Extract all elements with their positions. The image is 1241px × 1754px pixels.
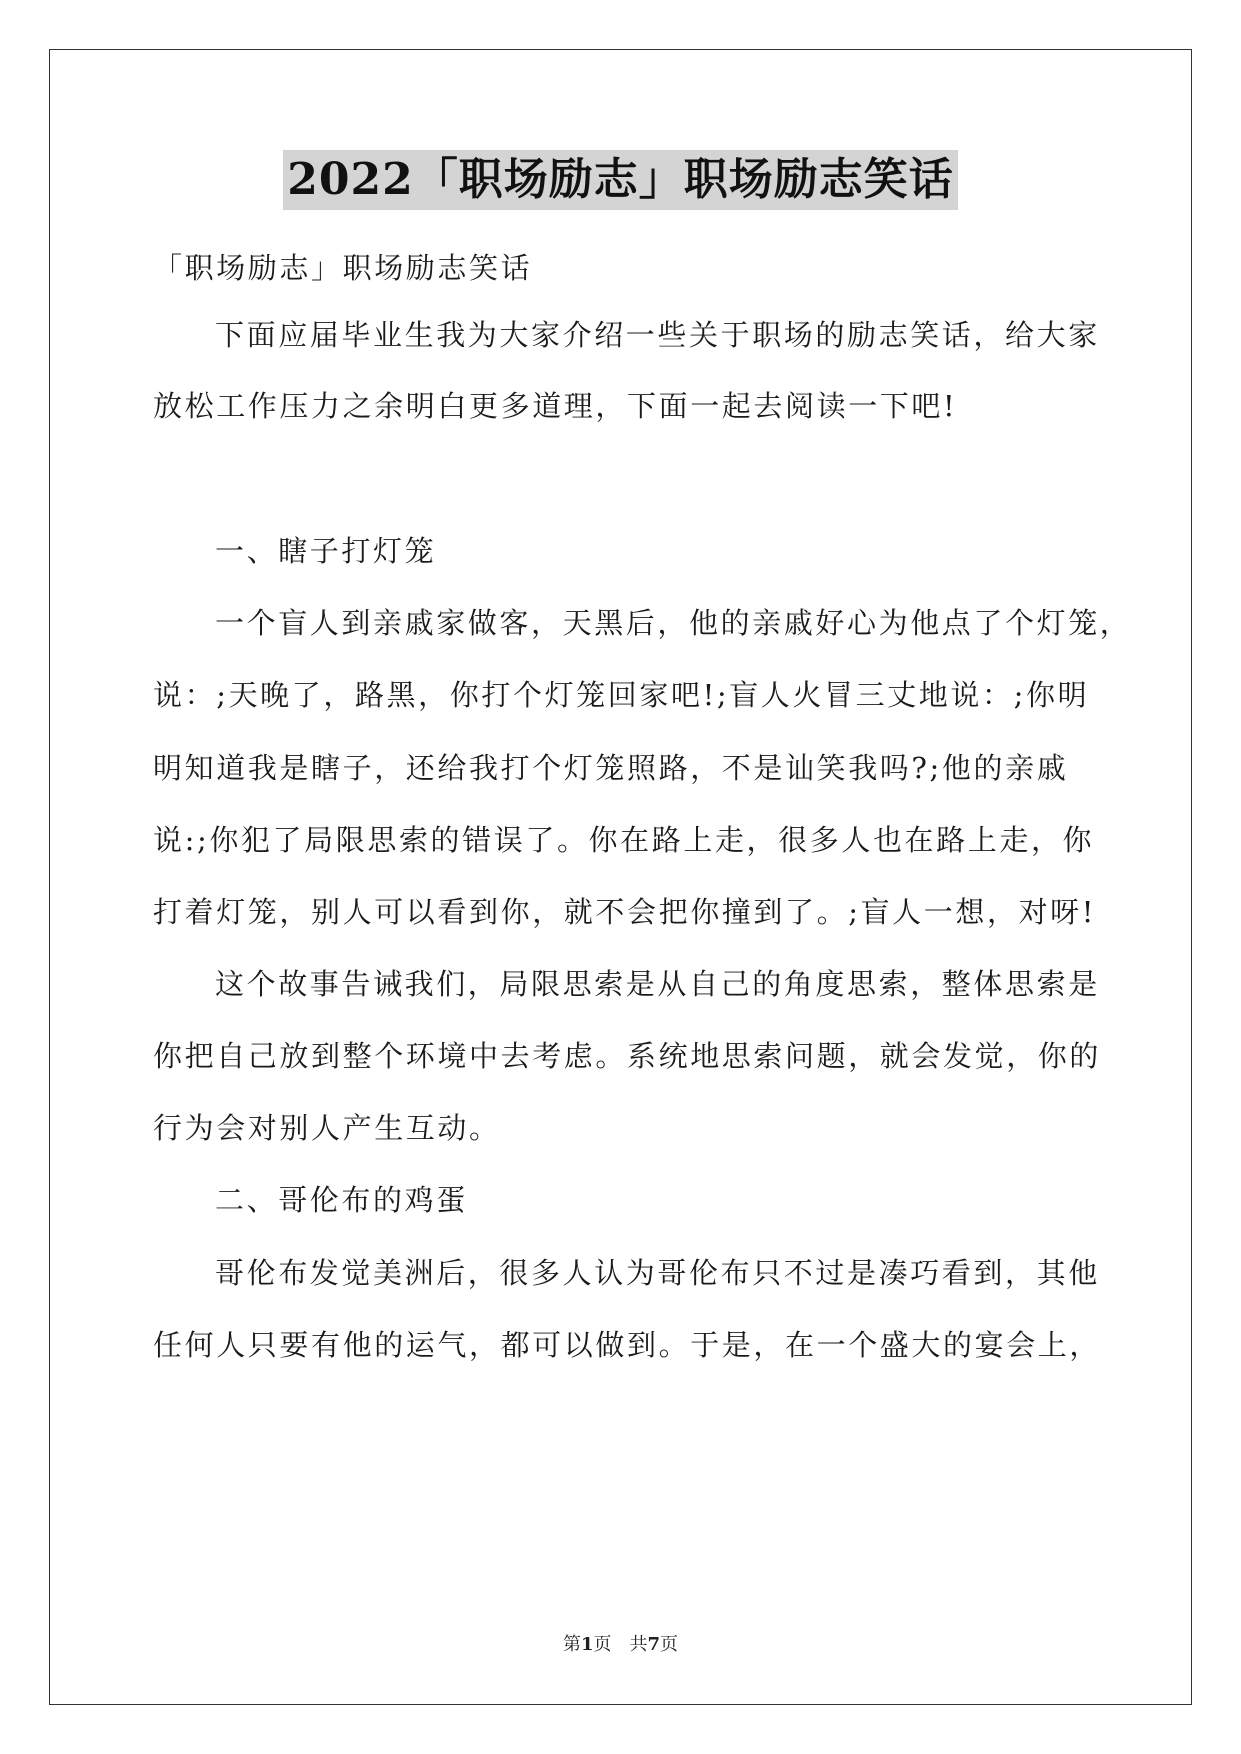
section-1-heading: 一、瞎子打灯笼 <box>215 534 437 568</box>
title-container <box>0 150 1241 210</box>
page-footer <box>0 1630 1241 1656</box>
section-1-line-1: 一个盲人到亲戚家做客，天黑后，他的亲戚好心为他点了个灯笼， <box>215 606 1132 640</box>
section-2-line-1: 哥伦布发觉美洲后，很多人认为哥伦布只不过是凑巧看到，其他 <box>215 1256 1100 1290</box>
section-1-line-4: 说:;你犯了局限思索的错误了。你在路上走，很多人也在路上走，你 <box>153 823 1095 857</box>
page-label-mid: 页 共 <box>593 1634 648 1655</box>
page-number: 1 <box>580 1634 594 1655</box>
section-1-line-5: 打着灯笼，别人可以看到你，就不会把你撞到了。;盲人一想，对呀! <box>153 895 1097 929</box>
document-title: 2022「职场励志」职场励志笑话 <box>283 150 957 210</box>
section-1-moral-line-2: 你把自己放到整个环境中去考虑。系统地思索问题，就会发觉，你的 <box>153 1039 1102 1073</box>
section-1-moral-line-3: 行为会对别人产生互动。 <box>153 1111 501 1145</box>
section-1-line-3: 明知道我是瞎子，还给我打个灯笼照路，不是讪笑我吗?;他的亲戚 <box>153 751 1069 785</box>
intro-line-2: 放松工作压力之余明白更多道理，下面一起去阅读一下吧! <box>153 389 958 423</box>
intro-line-1: 下面应届毕业生我为大家介绍一些关于职场的励志笑话，给大家 <box>215 318 1100 352</box>
document-subtitle: 「职场励志」职场励志笑话 <box>153 251 533 285</box>
page-label-prefix: 第 <box>562 1634 581 1655</box>
page-total: 7 <box>647 1634 661 1655</box>
section-2-line-2: 任何人只要有他的运气，都可以做到。于是，在一个盛大的宴会上， <box>153 1328 1102 1362</box>
section-1-line-2: 说：;天晚了，路黑，你打个灯笼回家吧!;盲人火冒三丈地说：;你明 <box>153 678 1090 712</box>
page-label-suffix: 页 <box>660 1634 679 1655</box>
page-border <box>49 49 1192 1705</box>
section-2-heading: 二、哥伦布的鸡蛋 <box>215 1183 468 1217</box>
section-1-moral-line-1: 这个故事告诫我们，局限思索是从自己的角度思索，整体思索是 <box>215 967 1100 1001</box>
